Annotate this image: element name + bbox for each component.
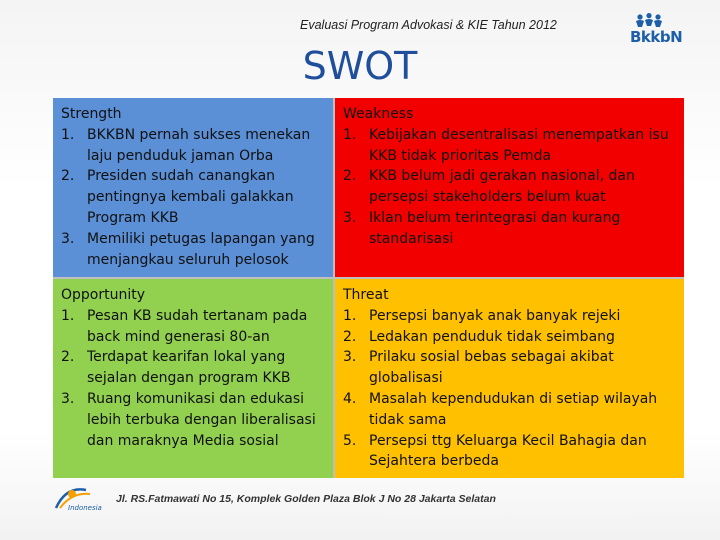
logo-text: BkkbN: [630, 28, 683, 46]
opportunity-list: [61, 306, 325, 452]
strength-list: [61, 125, 325, 271]
opportunity-title: Opportunity: [61, 287, 146, 303]
item-text: Terdapat kearifan lokal yang sejalan dengan program KKB: [87, 349, 291, 387]
item-text: KKB belum jadi gerakan nasional, dan persepsi stakeholders belum kuat: [369, 168, 635, 206]
page-title: SWOT: [302, 44, 418, 88]
item-number: 3.: [343, 349, 357, 366]
item-number: 2.: [61, 349, 75, 366]
list-item: [343, 125, 676, 167]
item-number: 2.: [343, 168, 357, 185]
item-text: Prilaku sosial bebas sebagai akibat globalisasi: [369, 349, 614, 387]
item-number: 4.: [343, 390, 357, 407]
strength-title: Strength: [61, 106, 122, 122]
header-subtitle: Evaluasi Program Advokasi & KIE Tahun 2012: [300, 18, 557, 32]
item-number: 2.: [61, 168, 75, 185]
list-item: [343, 389, 676, 431]
item-number: 3.: [61, 390, 75, 407]
list-item: [343, 208, 676, 250]
item-text: Ruang komunikasi dan edukasi lebih terbuka dengan liberalisasi dan maraknya Media sosial: [87, 390, 316, 449]
item-text: Ledakan penduduk tidak seimbang: [369, 328, 615, 345]
threat-list: [343, 306, 676, 472]
list-item: [61, 229, 325, 271]
list-item: [61, 389, 325, 451]
item-text: Iklan belum terintegrasi dan kurang standarisasi: [369, 209, 621, 247]
opportunity-quadrant: [53, 279, 333, 478]
item-number: 1.: [343, 307, 357, 324]
list-item: [343, 166, 676, 208]
list-item: [343, 327, 676, 348]
item-text: Persepsi ttg Keluarga Kecil Bahagia dan Sejahtera berbeda: [369, 432, 647, 470]
item-text: Persepsi banyak anak banyak rejeki: [369, 307, 621, 324]
weakness-quadrant: [335, 98, 684, 277]
item-number: 2.: [343, 328, 357, 345]
strength-quadrant: [53, 98, 333, 277]
weakness-title: Weakness: [343, 106, 414, 122]
threat-title: Threat: [343, 287, 389, 303]
footer-address: Jl. RS.Fatmawati No 15, Komplek Golden Plaza Blok J No 28 Jakarta Selatan: [116, 493, 496, 505]
swot-grid: [53, 98, 684, 478]
item-number: 5.: [343, 432, 357, 449]
list-item: [61, 125, 325, 167]
item-text: Presiden sudah canangkan pentingnya kembali galakkan Program KKB: [87, 168, 294, 226]
item-text: Memiliki petugas lapangan yang menjangkau seluruh pelosok: [87, 230, 315, 268]
item-number: 1.: [343, 126, 357, 143]
item-text: Masalah kependudukan di setiap wilayah tidak sama: [369, 390, 658, 428]
list-item: [343, 347, 676, 389]
footer-logo-text: Indonesia: [68, 504, 102, 512]
list-item: [61, 306, 325, 348]
item-number: 3.: [61, 230, 75, 247]
item-number: 1.: [61, 307, 75, 324]
item-number: 1.: [61, 126, 75, 143]
item-text: Pesan KB sudah tertanam pada back mind generasi 80-an: [87, 307, 308, 345]
weakness-list: [343, 125, 676, 250]
list-item: [343, 431, 676, 473]
item-text: BKKBN pernah sukses menekan laju penduduk jaman Orba: [87, 126, 311, 164]
footer-logo-icon: [52, 482, 114, 512]
list-item: [61, 166, 325, 228]
list-item: [61, 347, 325, 389]
threat-quadrant: [335, 279, 684, 478]
list-item: [343, 306, 676, 327]
item-number: 3.: [343, 209, 357, 226]
item-text: Kebijakan desentralisasi menempatkan isu KKB tidak prioritas Pemda: [369, 126, 669, 164]
